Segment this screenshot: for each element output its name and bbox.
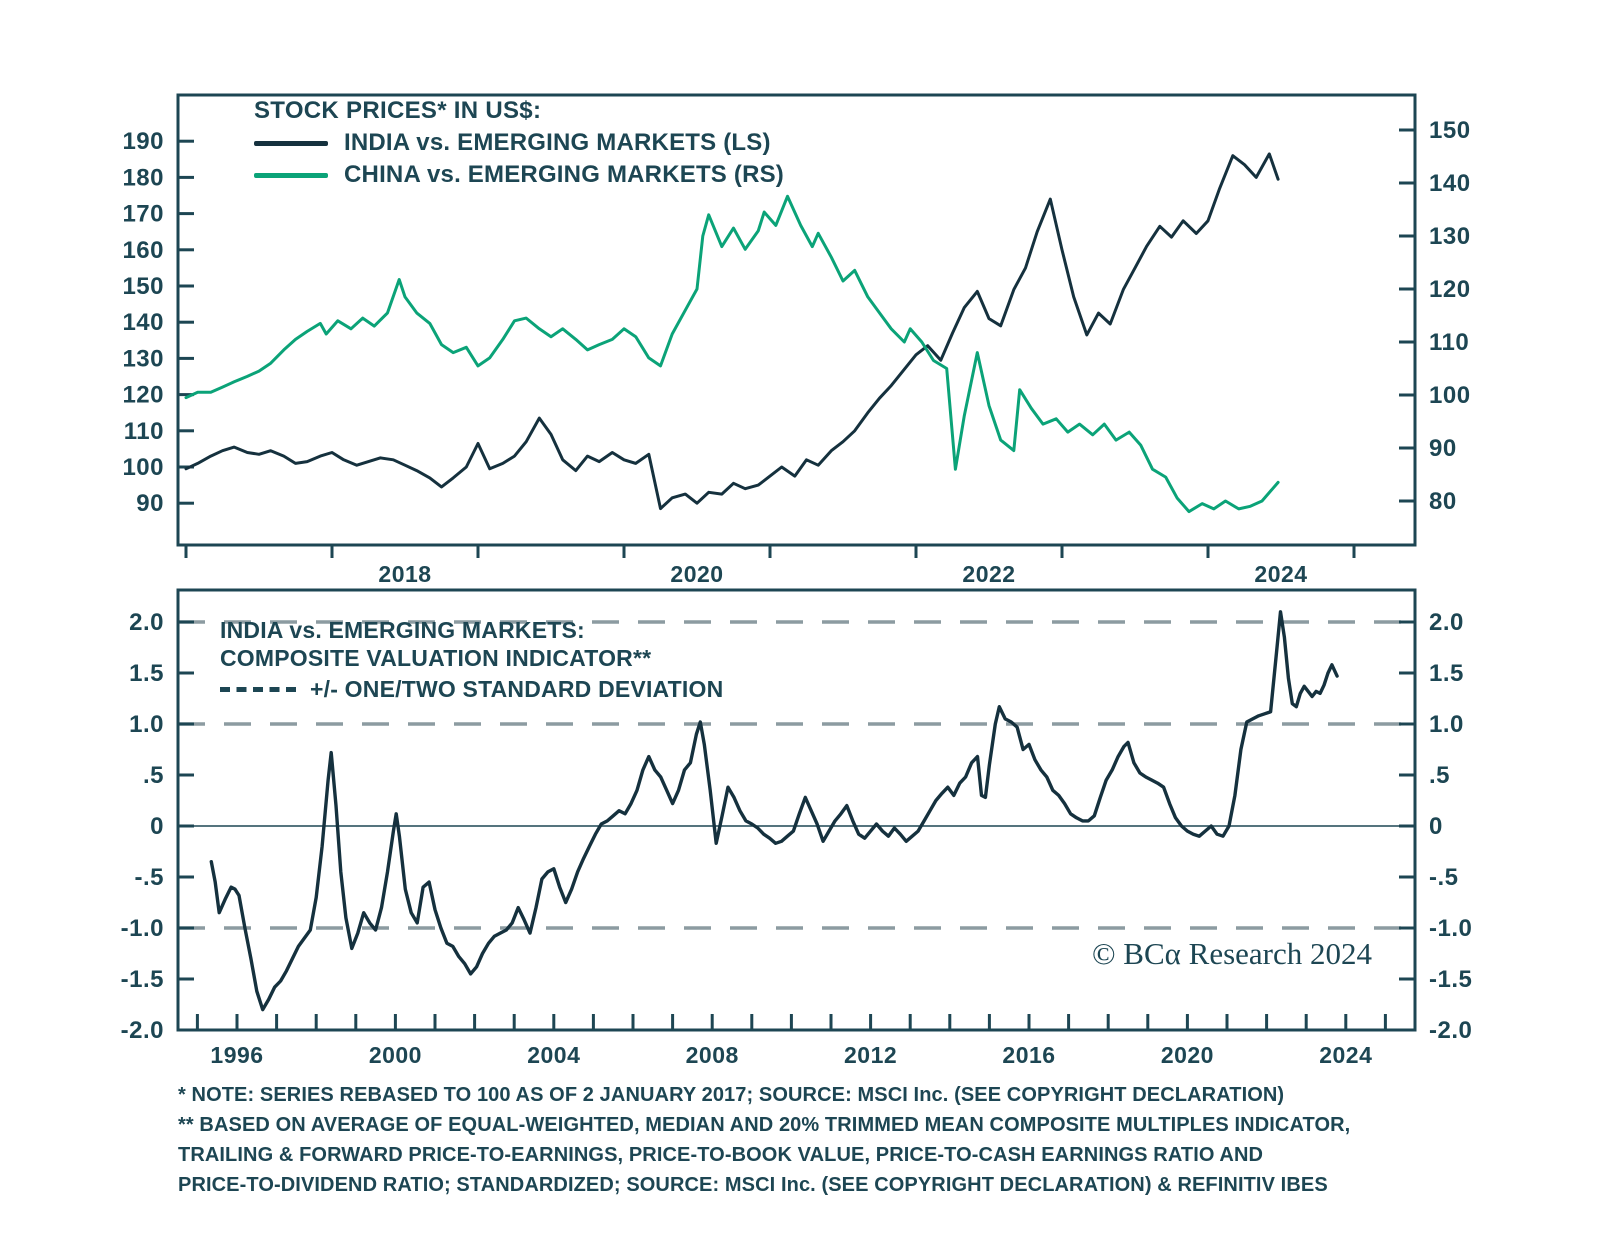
- bottom-right-tick-label: 0: [1429, 813, 1443, 840]
- legend-label-stddev: +/- ONE/TWO STANDARD DEVIATION: [310, 676, 724, 702]
- top-right-tick-label: 100: [1429, 382, 1471, 409]
- top-left-tick-label: 100: [122, 454, 164, 481]
- china-line-swatch: [254, 173, 328, 178]
- bottom-x-tick-label: 2020: [1160, 1042, 1214, 1068]
- top-left-tick-label: 180: [122, 164, 164, 192]
- india-line-swatch: [254, 141, 328, 146]
- bottom-legend: [220, 616, 723, 703]
- top-right-tick-label: 120: [1429, 276, 1471, 303]
- bottom-x-tick-label: 1996: [210, 1042, 264, 1068]
- top-right-tick-label: 140: [1429, 170, 1471, 197]
- bottom-x-tick-label: 2000: [368, 1042, 422, 1068]
- top-right-tick-label: 130: [1429, 223, 1471, 250]
- top-left-tick-label: 90: [136, 490, 164, 518]
- bottom-right-tick-label: .5: [1429, 762, 1451, 789]
- top-left-tick-label: 130: [122, 345, 164, 373]
- footnote-line-3: TRAILING & FORWARD PRICE-TO-EARNINGS, PRICE-TO-BOOK VALUE, PRICE-TO-CASH EARNINGS RATIO AND: [178, 1144, 1264, 1166]
- top-right-tick-label: 90: [1429, 435, 1457, 462]
- bottom-x-tick-label: 2024: [1319, 1042, 1373, 1068]
- bottom-left-tick-label: 0: [150, 813, 164, 840]
- bca-research-copyright: © BCα Research 2024: [1092, 936, 1372, 971]
- bottom-x-tick-label: 2012: [844, 1042, 898, 1068]
- bottom-x-tick-label: 2004: [527, 1042, 581, 1068]
- top-left-tick-label: 140: [122, 309, 164, 337]
- bottom-right-tick-label: -.5: [1429, 864, 1459, 891]
- bottom-left-tick-label: -2.0: [120, 1017, 164, 1044]
- bottom-right-tick-label: 1.0: [1429, 711, 1464, 738]
- top-left-tick-label: 190: [122, 128, 164, 156]
- bottom-right-tick-label: 1.5: [1429, 660, 1464, 687]
- top-right-tick-label: 80: [1429, 488, 1457, 515]
- footnote-line-1: * NOTE: SERIES REBASED TO 100 AS OF 2 JANUARY 2017; SOURCE: MSCI Inc. (SEE COPYRIGHT DECLARATION): [178, 1084, 1285, 1106]
- stddev-dash-swatch: [220, 687, 296, 692]
- bottom-left-tick-label: 1.0: [129, 711, 164, 738]
- china-vs-em-line: [186, 196, 1278, 511]
- top-left-tick-label: 150: [122, 273, 164, 300]
- bottom-left-tick-label: 1.5: [129, 660, 164, 687]
- bottom-right-tick-label: -1.5: [1429, 966, 1473, 993]
- bottom-left-tick-label: -.5: [134, 864, 164, 891]
- footnote-line-4: PRICE-TO-DIVIDEND RATIO; STANDARDIZED; SOURCE: MSCI Inc. (SEE COPYRIGHT DECLARATION) & REFINITIV IBES: [178, 1174, 1328, 1196]
- bottom-left-tick-label: 2.0: [129, 609, 164, 636]
- top-chart-title: STOCK PRICES* IN US$:: [254, 97, 542, 124]
- india-vs-em-line: [186, 154, 1278, 509]
- bottom-right-tick-label: -2.0: [1429, 1017, 1473, 1044]
- legend-label-india: INDIA vs. EMERGING MARKETS (LS): [344, 129, 771, 156]
- top-left-tick-label: 110: [123, 417, 164, 445]
- top-legend: [254, 97, 784, 189]
- top-left-tick-label: 160: [122, 236, 164, 264]
- top-x-tick-label: 2020: [670, 561, 724, 587]
- bottom-left-tick-label: -1.0: [120, 915, 164, 942]
- bottom-left-tick-label: .5: [142, 762, 164, 789]
- bottom-right-tick-label: 2.0: [1429, 609, 1464, 636]
- legend-item-india: [254, 129, 784, 157]
- bottom-left-tick-label: -1.5: [120, 966, 164, 993]
- top-x-tick-label: 2024: [1254, 561, 1308, 587]
- bottom-x-tick-label: 2016: [1002, 1042, 1056, 1068]
- top-x-tick-label: 2018: [378, 561, 432, 587]
- bottom-chart-title-line2: COMPOSITE VALUATION INDICATOR**: [220, 645, 652, 671]
- legend-label-china: CHINA vs. EMERGING MARKETS (RS): [344, 161, 785, 188]
- bottom-chart-title-line1: INDIA vs. EMERGING MARKETS:: [220, 617, 585, 643]
- bottom-right-tick-label: -1.0: [1429, 915, 1473, 942]
- top-right-tick-label: 150: [1429, 117, 1471, 144]
- legend-item-stddev: [220, 676, 723, 703]
- top-left-tick-label: 170: [122, 200, 164, 228]
- footnote-line-2: ** BASED ON AVERAGE OF EQUAL-WEIGHTED, MEDIAN AND 20% TRIMMED MEAN COMPOSITE MULTIPLES INDICATOR,: [178, 1114, 1351, 1136]
- top-right-tick-label: 110: [1429, 329, 1470, 356]
- legend-item-china: [254, 161, 784, 189]
- footnotes: [178, 1080, 1438, 1200]
- top-x-tick-label: 2022: [962, 561, 1016, 587]
- top-left-tick-label: 120: [122, 381, 164, 409]
- bottom-x-tick-label: 2008: [685, 1042, 739, 1068]
